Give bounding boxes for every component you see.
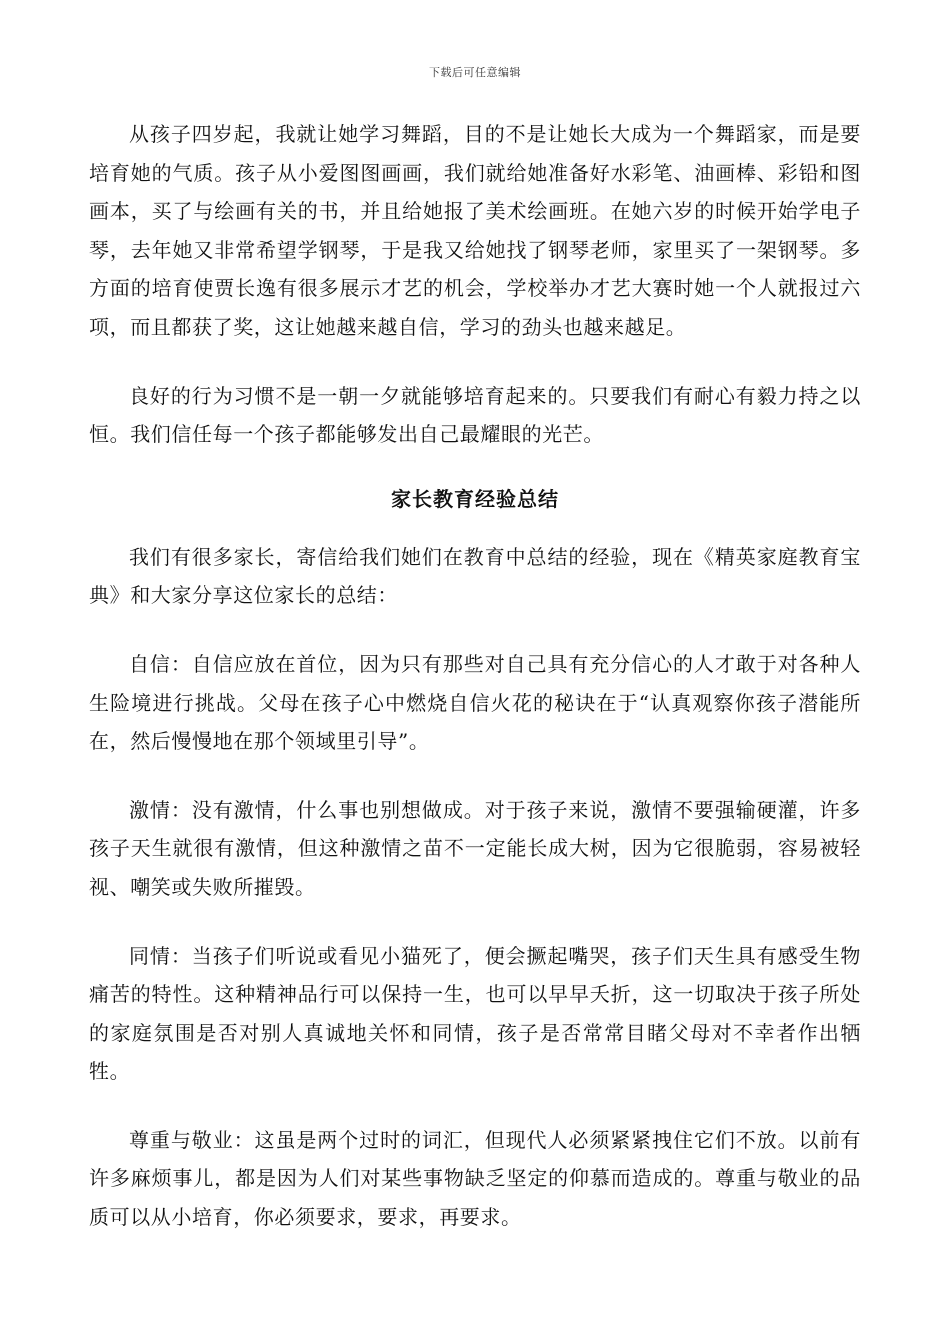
header-note: 下载后可任意编辑	[429, 66, 521, 79]
paragraph: 自信：自信应放在首位，因为只有那些对自己具有充分信心的人才敢于对各种人生险境进行挑战。父母在孩子心中燃烧自信火花的秘诀在于“认真观察你孩子潜能所在，然后慢慢地在那个领域里引导”。	[89, 651, 861, 754]
section-title: 家长教育经验总结	[391, 486, 559, 511]
paragraph: 激情：没有激情，什么事也别想做成。对于孩子来说，激情不要强输硬灌，许多孩子天生就很有激情，但这种激情之苗不一定能长成大树，因为它很脆弱，容易被轻视、嘲笑或失败所摧毁。	[89, 797, 861, 899]
paragraph: 良好的行为习惯不是一朝一夕就能够培育起来的。只要我们有耐心有毅力持之以恒。我们信任每一个孩子都能够发出自己最耀眼的光芒。	[89, 383, 861, 447]
paragraph: 我们有很多家长，寄信给我们她们在教育中总结的经验，现在《精英家庭教育宝典》和大家分享这位家长的总结：	[89, 544, 861, 608]
paragraph: 尊重与敬业：这虽是两个过时的词汇，但现代人必须紧紧拽住它们不放。以前有许多麻烦事儿，都是因为人们对某些事物缺乏坚定的仰慕而造成的。尊重与敬业的品质可以从小培育，你必须要求，要求，再要求。	[89, 1127, 861, 1230]
article-body	[89, 115, 861, 1267]
paragraph: 从孩子四岁起，我就让她学习舞蹈，目的不是让她长大成为一个舞蹈家，而是要培育她的气质。孩子从小爱图图画画，我们就给她准备好水彩笔、油画棒、彩铅和图画本，买了与绘画有关的书，并且给她报了美术绘画班。在她六岁的时候开始学电子琴，去年她又非常希望学钢琴，于是我又给她找了钢琴老师，家里买了一架钢琴。多方面的培育使贾长逸有很多展示才艺的机会，学校举办才艺大赛时她一个人就报过六项，而且都获了奖，这让她越来越自信，学习的劲头也越来越足。	[89, 122, 861, 339]
paragraph: 同情：当孩子们听说或看见小猫死了，便会撅起嘴哭，孩子们天生具有感受生物痛苦的特性。这种精神品行可以保持一生，也可以早早夭折，这一切取决于孩子所处的家庭氛围是否对别人真诚地关怀和同情，孩子是否常常目睹父母对不幸者作出牺牲。	[89, 943, 861, 1084]
